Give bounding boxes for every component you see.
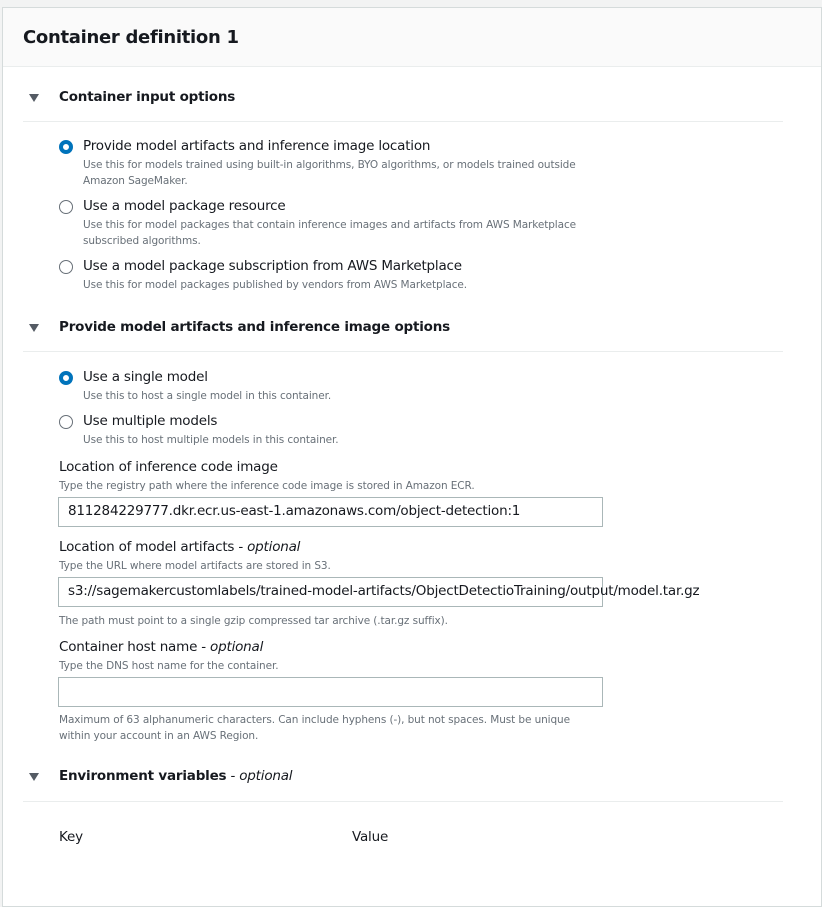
radio-label: Provide model artifacts and inference image location [83, 138, 431, 154]
separator: - [197, 639, 211, 655]
optional-tag: optional [239, 768, 293, 784]
field-label [59, 639, 263, 655]
heading-text: Environment variables [59, 768, 227, 784]
field-label [59, 539, 300, 555]
field-hint: Maximum of 63 alphanumeric characters. Can include hyphens (-), but not spaces. Must be unique within your account in an AWS Region. [59, 714, 570, 742]
radio-label: Use multiple models [83, 413, 218, 429]
caret-down-icon[interactable] [29, 773, 39, 781]
separator: - [234, 539, 248, 555]
radio-label: Use a single model [83, 369, 208, 385]
column-header-key: Key [59, 829, 83, 845]
optional-tag: optional [210, 639, 264, 655]
field-desc: Type the DNS host name for the container. [59, 660, 279, 672]
field-desc: Type the URL where model artifacts are stored in S3. [59, 560, 331, 572]
card-header [3, 8, 821, 67]
radio-desc: Use this for models trained using built-in algorithms, BYO algorithms, or models trained outside Amazon SageMaker. [83, 159, 576, 187]
radio-marketplace[interactable] [59, 260, 73, 274]
radio-single-model[interactable] [59, 371, 73, 385]
host-name-input[interactable] [58, 677, 603, 707]
caret-down-icon[interactable] [29, 94, 39, 102]
caret-down-icon[interactable] [29, 324, 39, 332]
field-hint: The path must point to a single gzip compressed tar archive (.tar.gz suffix). [59, 615, 448, 627]
section-artifact-options[interactable]: Provide model artifacts and inference image options [59, 319, 450, 335]
radio-label: Use a model package subscription from AWS Marketplace [83, 258, 462, 274]
model-artifacts-input[interactable]: s3://sagemakercustomlabels/trained-model-artifacts/ObjectDetectioTraining/output/model.tar.gz [58, 577, 603, 607]
divider [23, 801, 783, 802]
field-label: Location of inference code image [59, 459, 278, 475]
divider [23, 121, 783, 122]
container-definition-card [2, 7, 822, 907]
section-container-input-options[interactable]: Container input options [59, 89, 236, 105]
radio-label: Use a model package resource [83, 198, 286, 214]
radio-desc: Use this to host multiple models in this container. [83, 434, 339, 446]
field-desc: Type the registry path where the inference code image is stored in Amazon ECR. [59, 480, 475, 492]
radio-desc: Use this to host a single model in this container. [83, 390, 332, 402]
radio-desc: Use this for model packages that contain inference images and artifacts from AWS Marketplace subscribed algorithms. [83, 219, 576, 247]
column-header-value: Value [352, 829, 389, 845]
label-text: Location of model artifacts [59, 539, 235, 555]
radio-provide-artifacts[interactable] [59, 140, 73, 154]
inference-image-input[interactable]: 811284229777.dkr.ecr.us-east-1.amazonaws.com/object-detection:1 [58, 497, 603, 527]
radio-multiple-models[interactable] [59, 415, 73, 429]
optional-tag: optional [247, 539, 301, 555]
divider [23, 351, 783, 352]
radio-model-package[interactable] [59, 200, 73, 214]
card-title: Container definition 1 [23, 27, 239, 48]
separator: - [226, 768, 240, 784]
label-text: Container host name [59, 639, 198, 655]
radio-desc: Use this for model packages published by vendors from AWS Marketplace. [83, 279, 468, 291]
section-environment-variables[interactable] [59, 768, 292, 784]
